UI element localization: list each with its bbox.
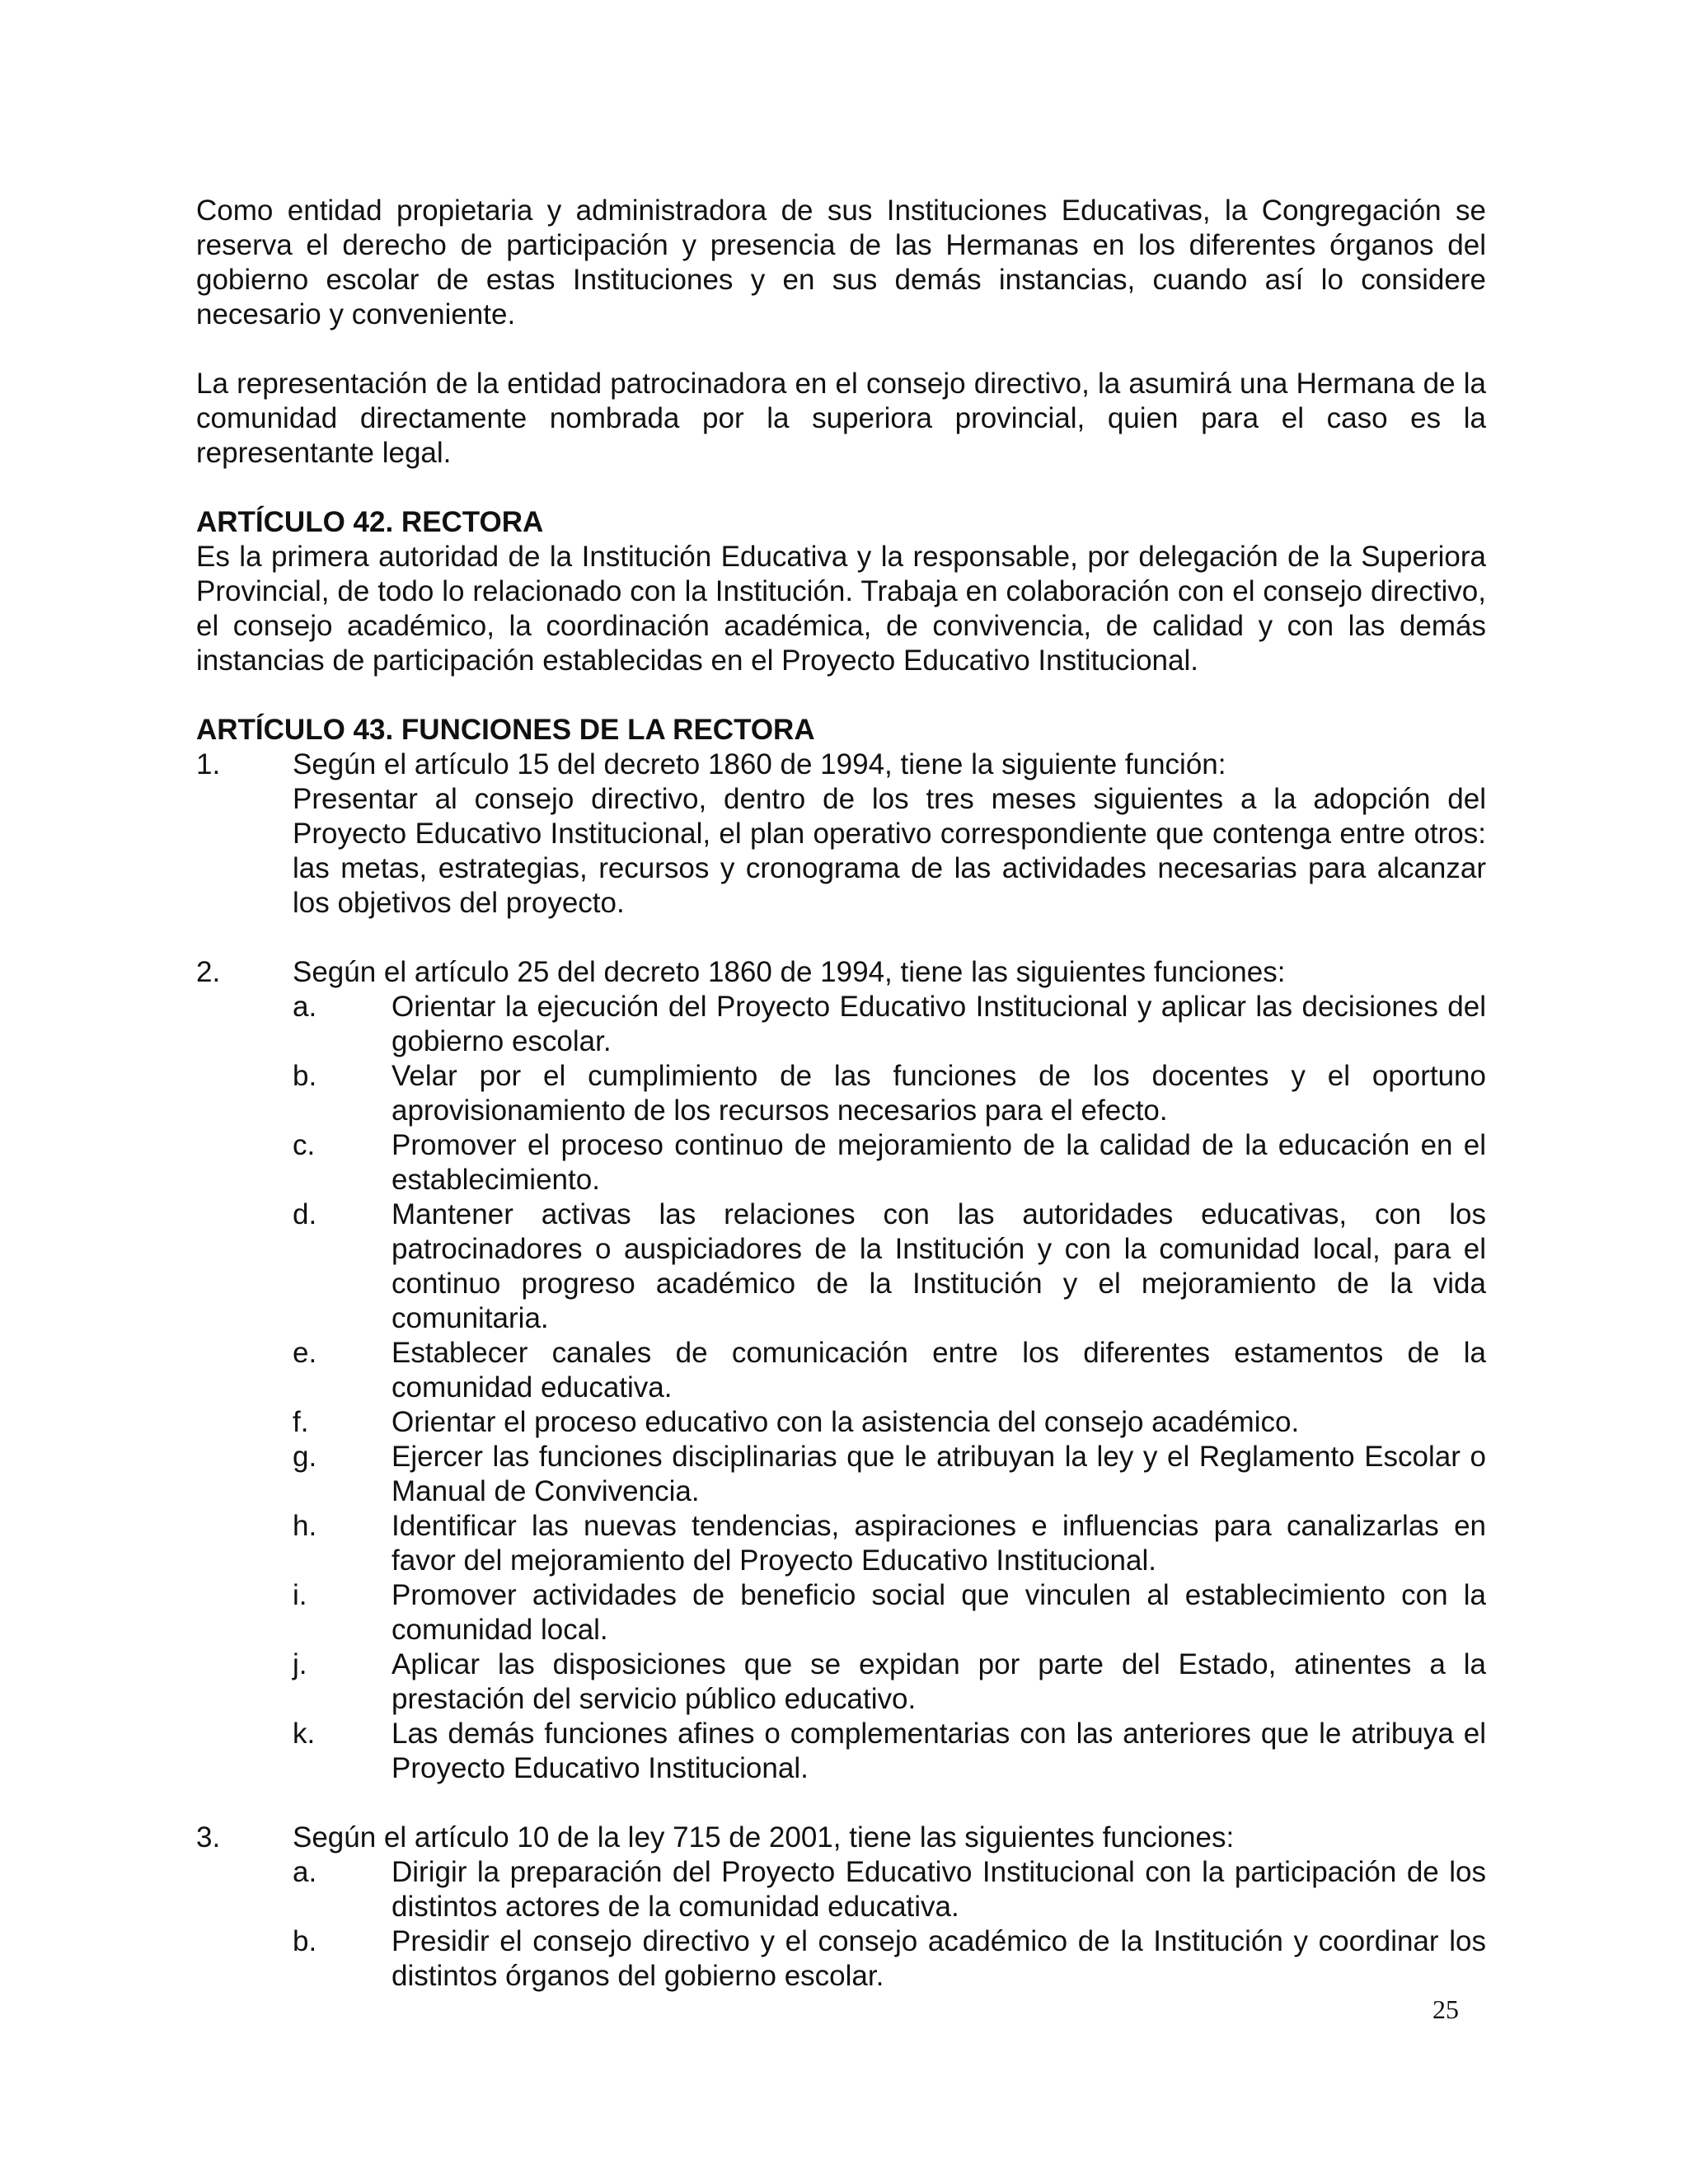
sub-item-letter: g. xyxy=(293,1441,317,1473)
sub-item-3b xyxy=(293,1924,1486,1994)
paragraph-representacion: La representación de la entidad patrocinadora en el consejo directivo, la asumirá una Hermana de la comunidad directamente nombrada por la superiora provincial, quien para el caso es la representante legal. xyxy=(196,368,1486,469)
sub-item-text: Las demás funciones afines o complementarias con las anteriores que le atribuya el Proyecto Educativo Institucional. xyxy=(392,1718,1486,1784)
sub-item-letter: f. xyxy=(293,1406,309,1438)
sub-item-letter: b. xyxy=(293,1925,317,1957)
sub-item-2b xyxy=(293,1059,1486,1128)
sub-item-2j xyxy=(293,1647,1486,1717)
sub-item-letter: e. xyxy=(293,1337,317,1369)
article-43-heading: ARTÍCULO 43. FUNCIONES DE LA RECTORA xyxy=(196,714,815,746)
sub-item-letter: b. xyxy=(293,1060,317,1092)
article-42-text: Es la primera autoridad de la Institución Educativa y la responsable, por delegación de la Superiora Provincial, de todo lo relacionado con la Institución. Trabaja en colaboración con el consejo directivo, el consejo académico, la coordinación académica, de convivencia, de calidad y con las demás instancias de participación establecidas en el Proyecto Educativo Institucional. xyxy=(196,541,1486,677)
page-number: 25 xyxy=(1432,1994,1459,2024)
sub-item-letter: j. xyxy=(293,1648,307,1680)
function-item-1 xyxy=(196,748,1486,921)
sub-item-2f xyxy=(293,1405,1486,1440)
item-lead: Según el artículo 15 del decreto 1860 de 1994, tiene la siguiente función: xyxy=(293,748,1226,780)
sub-item-letter: a. xyxy=(293,991,317,1023)
sub-item-text: Dirigir la preparación del Proyecto Educativo Institucional con la participación de los distintos actores de la comunidad educativa. xyxy=(392,1856,1486,1923)
sub-item-text: Promover el proceso continuo de mejoramiento de la calidad de la educación en el establecimiento. xyxy=(392,1129,1486,1196)
sub-item-text: Identificar las nuevas tendencias, aspiraciones e influencias para canalizarlas en favor del mejoramiento del Proyecto Educativo Institucional. xyxy=(392,1510,1486,1577)
item-number: 2. xyxy=(196,956,221,988)
sub-item-2g xyxy=(293,1440,1486,1509)
function-item-3 xyxy=(196,1821,1486,1994)
sub-item-2d xyxy=(293,1197,1486,1336)
paragraph-congregacion: Como entidad propietaria y administradora de sus Instituciones Educativas, la Congregación se reserva el derecho de participación y presencia de las Hermanas en los diferentes órganos del gobierno escolar de estas Instituciones y en sus demás instancias, cuando así lo considere necesario y conveniente. xyxy=(196,194,1486,330)
item-number: 1. xyxy=(196,748,221,780)
sub-item-letter: i. xyxy=(293,1579,307,1611)
sub-item-2a xyxy=(293,990,1486,1059)
sub-item-letter: a. xyxy=(293,1856,317,1888)
sub-item-2e xyxy=(293,1336,1486,1405)
sub-item-text: Aplicar las disposiciones que se expidan por parte del Estado, atinentes a la prestación del servicio público educativo. xyxy=(392,1648,1486,1715)
article-42-section xyxy=(196,505,1486,678)
sub-item-2h xyxy=(293,1509,1486,1578)
sub-item-2i xyxy=(293,1578,1486,1647)
sub-item-text: Establecer canales de comunicación entre los diferentes estamentos de la comunidad educativa. xyxy=(392,1337,1486,1404)
article-42-heading: ARTÍCULO 42. RECTORA xyxy=(196,506,544,538)
sub-item-letter: h. xyxy=(293,1510,317,1542)
item-number: 3. xyxy=(196,1821,221,1854)
sub-item-text: Mantener activas las relaciones con las autoridades educativas, con los patrocinadores o auspiciadores de la Institución y con la comunidad local, para el continuo progreso académico de la Institución y el mejoramiento de la vida comunitaria. xyxy=(392,1198,1486,1334)
sub-item-2c xyxy=(293,1128,1486,1197)
sub-item-3a xyxy=(293,1855,1486,1924)
article-43-section xyxy=(196,713,1486,1994)
sub-item-text: Ejercer las funciones disciplinarias que le atribuyan la ley y el Reglamento Escolar o Manual de Convivencia. xyxy=(392,1441,1486,1507)
sub-item-text: Velar por el cumplimiento de las funciones de los docentes y el oportuno aprovisionamiento de los recursos necesarios para el efecto. xyxy=(392,1060,1486,1127)
sub-item-text: Promover actividades de beneficio social que vinculen al establecimiento con la comunidad local. xyxy=(392,1579,1486,1646)
sub-item-letter: k. xyxy=(293,1718,316,1750)
item-body: Presentar al consejo directivo, dentro de los tres meses siguientes a la adopción del Proyecto Educativo Institucional, el plan operativo correspondiente que contenga entre otros: las metas, estrategias, recursos y cronograma de las actividades necesarias para alcanzar los objetivos del proyecto. xyxy=(293,783,1486,919)
sub-item-letter: d. xyxy=(293,1198,317,1230)
sub-item-text: Presidir el consejo directivo y el consejo académico de la Institución y coordinar los distintos órganos del gobierno escolar. xyxy=(392,1925,1486,1992)
item-lead: Según el artículo 25 del decreto 1860 de 1994, tiene las siguientes funciones: xyxy=(293,956,1286,988)
sub-item-2k xyxy=(293,1717,1486,1786)
sub-item-letter: c. xyxy=(293,1129,316,1161)
document-page xyxy=(196,194,1486,1994)
function-item-2 xyxy=(196,955,1486,1786)
sub-item-text: Orientar la ejecución del Proyecto Educativo Institucional y aplicar las decisiones del gobierno escolar. xyxy=(392,991,1486,1057)
item-lead: Según el artículo 10 de la ley 715 de 2001, tiene las siguientes funciones: xyxy=(293,1821,1235,1854)
sub-item-text: Orientar el proceso educativo con la asistencia del consejo académico. xyxy=(392,1406,1300,1438)
